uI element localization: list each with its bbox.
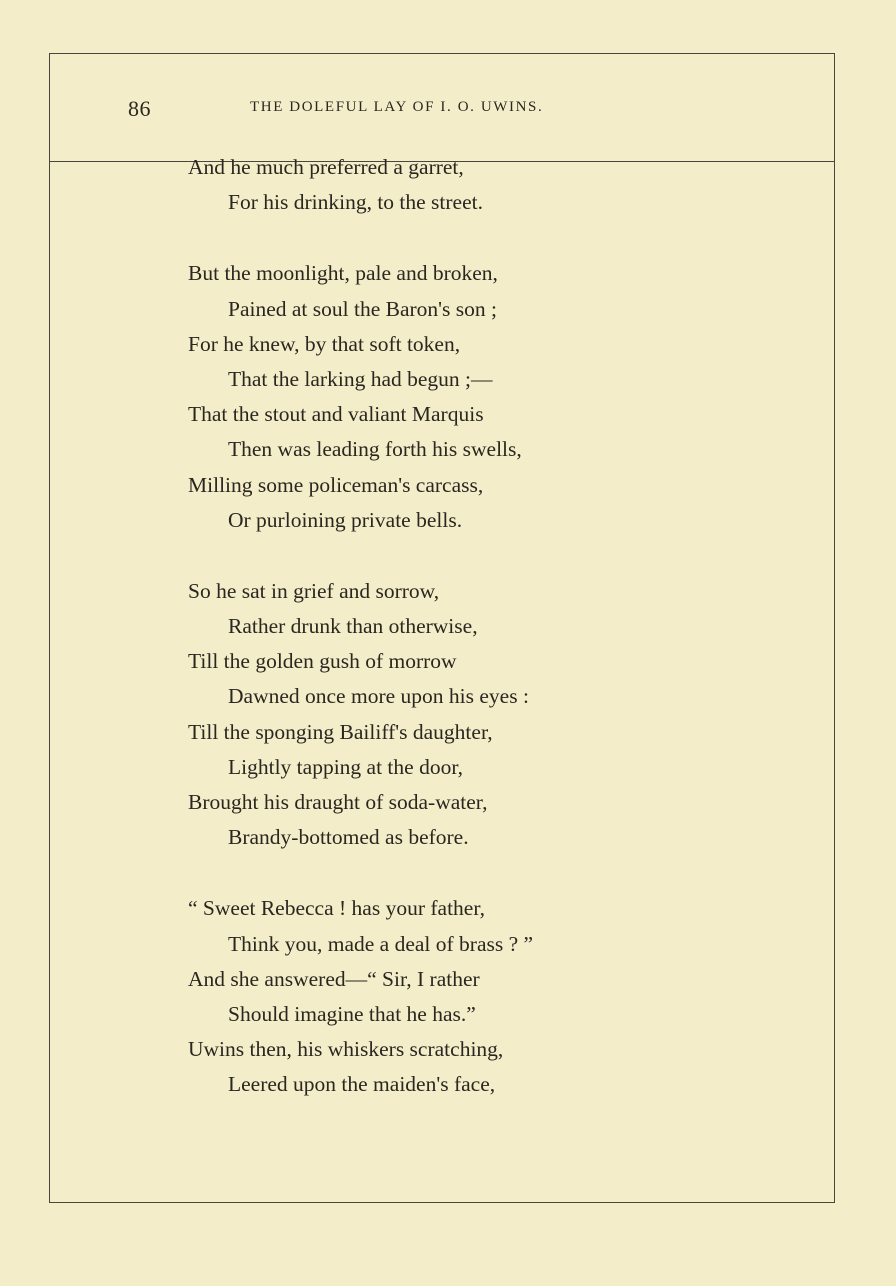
poem-line: Till the golden gush of morrow [188, 649, 457, 674]
poem-line: For his drinking, to the street. [228, 190, 483, 215]
poem-line: For he knew, by that soft token, [188, 331, 461, 356]
stanza [188, 891, 748, 1102]
poem-line: So he sat in grief and sorrow, [188, 578, 440, 603]
poem-line: Or purloining private bells. [228, 507, 463, 532]
page-header [50, 54, 834, 162]
poem-line: Brandy-bottomed as before. [228, 825, 469, 850]
poem-line: Leered upon the maiden's face, [228, 1072, 496, 1097]
stanza [188, 574, 748, 856]
poem-line: Should imagine that he has.” [228, 1001, 476, 1026]
poem-line: Pained at soul the Baron's son ; [228, 296, 498, 321]
poem-body [188, 150, 748, 1139]
poem-line: And he much preferred a garret, [188, 155, 464, 179]
poem-line: But the moonlight, pale and broken, [188, 261, 498, 286]
poem-line: Lightly tapping at the door, [228, 754, 463, 779]
poem-line: Brought his draught of soda-water, [188, 790, 488, 814]
running-title: THE DOLEFUL LAY OF I. O. UWINS. [250, 99, 544, 115]
poem-line: Dawned once more upon his eyes : [228, 684, 529, 709]
poem-line: Rather drunk than otherwise, [228, 614, 478, 639]
poem-line: “ Sweet Rebecca ! has your father, [188, 896, 486, 921]
poem-line: Till the sponging Bailiff's daughter, [188, 719, 493, 744]
poem-line: That the larking had begun ;— [228, 366, 493, 391]
poem-line: Uwins then, his whiskers scratching, [188, 1037, 504, 1062]
stanza [188, 150, 748, 220]
poem-line: And she answered—“ Sir, I rather [188, 966, 480, 991]
poem-line: Milling some policeman's carcass, [188, 472, 484, 497]
poem-line: Think you, made a deal of brass ? ” [228, 931, 534, 956]
poem-line: Then was leading forth his swells, [228, 437, 522, 462]
page-number: 86 [128, 96, 151, 121]
poem-line: That the stout and valiant Marquis [188, 402, 484, 427]
stanza [188, 256, 748, 538]
